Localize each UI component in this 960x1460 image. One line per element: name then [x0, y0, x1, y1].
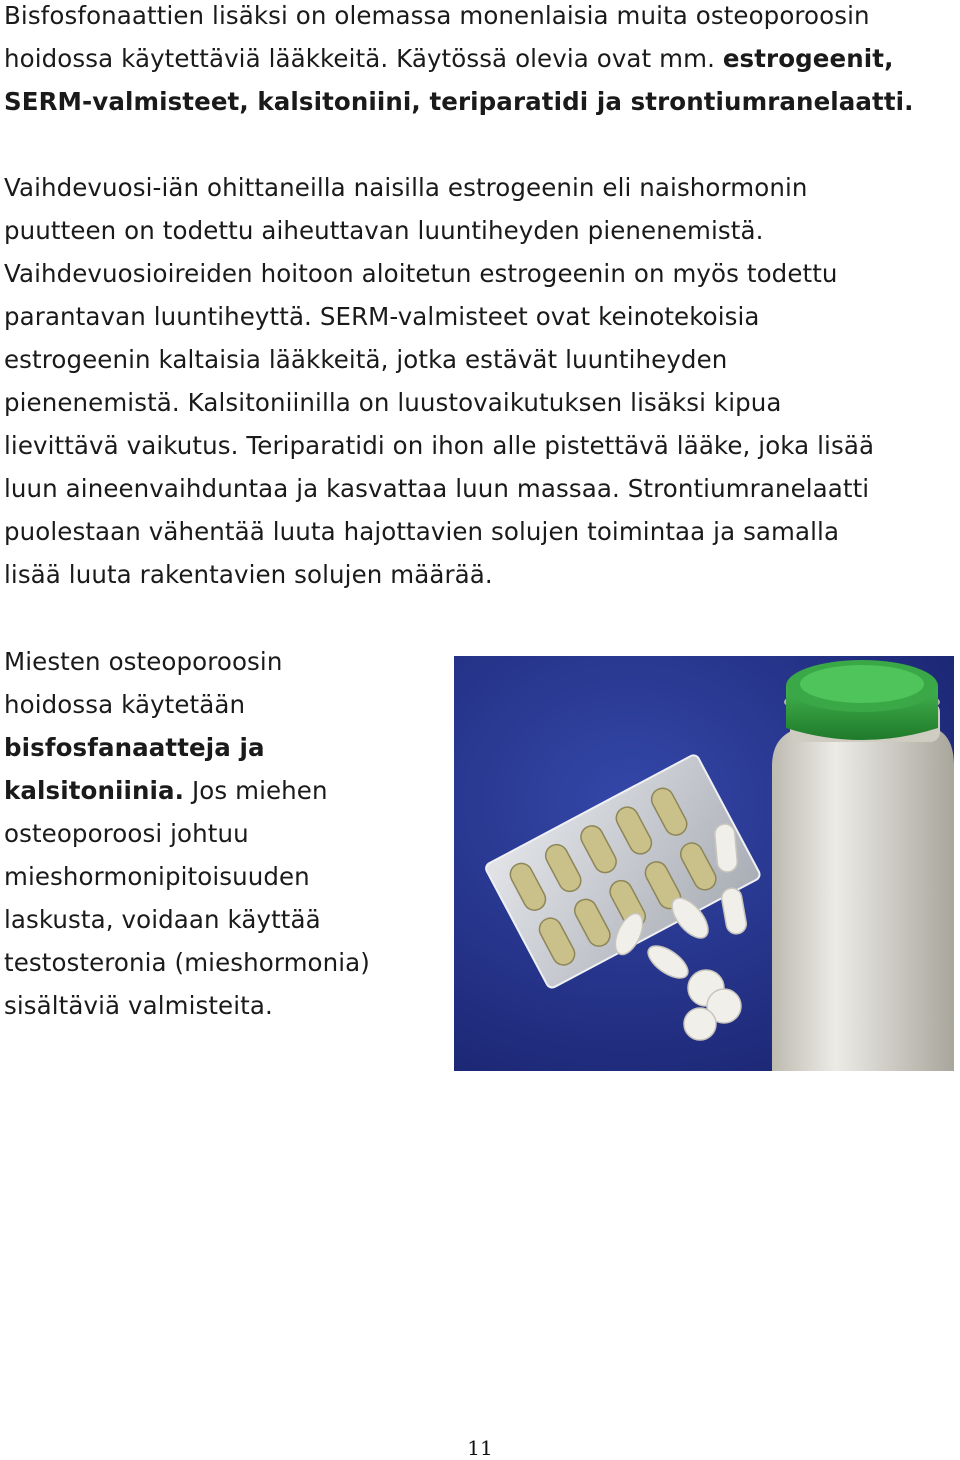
p1-line-2: hoidossa käytettäviä lääkkeitä. Käytössä olevia ovat mm. [4, 44, 723, 73]
paragraph-estrogen-treatment: Vaihdevuosi-iän ohittaneilla naisilla estrogeenin eli naishormonin puutteen on todettu aiheuttavan luuntiheyden pienenemistä. Vaihdevuosioireiden hoitoon aloitetun estrogeenin on myös todettu parantavan luuntiheyttä. SERM-valmisteet ovat keinotekoisia estrogeenin kaltaisia lääkkeitä, jotka estävät luuntiheyden pienenemistä. Kalsitoniinilla on luustovaikutuksen lisäksi kipua lievittävä vaikutus. Teriparatidi on ihon alle pistettävä lääke, joka lisää luun aineenvaihduntaa ja kasvattaa luun massaa. Strontiumranelaatti puolestaan vähentää luuta hajottavien solujen toimintaa ja samalla lisää luuta rakentavien solujen määrää. [4, 173, 875, 589]
medicine-bottle-and-pills-icon [454, 656, 954, 1071]
p3-rest: Jos miehen osteoporoosi johtuu mieshormonipitoisuuden laskusta, voidaan käyttää testosteronia (mieshormonia) sisältäviä valmisteita. [4, 776, 370, 1020]
paragraph-other-medications [4, 0, 960, 123]
p1-line-1: Bisfosfonaattien lisäksi on olemassa monenlaisia muita osteoporoosin [4, 1, 870, 30]
pill-bottle [772, 688, 954, 1071]
p1-bold-medication-list: SERM-valmisteet, kalsitoniini, teriparatidi ja strontiumranelaatti. [4, 87, 914, 116]
p1-bold-estrogens: estrogeenit, [722, 44, 894, 73]
p3-bold-medications: bisfosfanaatteja ja kalsitoniinia. [4, 733, 265, 805]
medicine-photo [454, 656, 954, 1071]
page-number: 11 [467, 1436, 493, 1460]
paragraph-male-osteoporosis [4, 640, 444, 1027]
bottle-cap [786, 660, 938, 740]
p3-lead: Miesten osteoporoosin hoidossa käytetään [4, 647, 283, 719]
